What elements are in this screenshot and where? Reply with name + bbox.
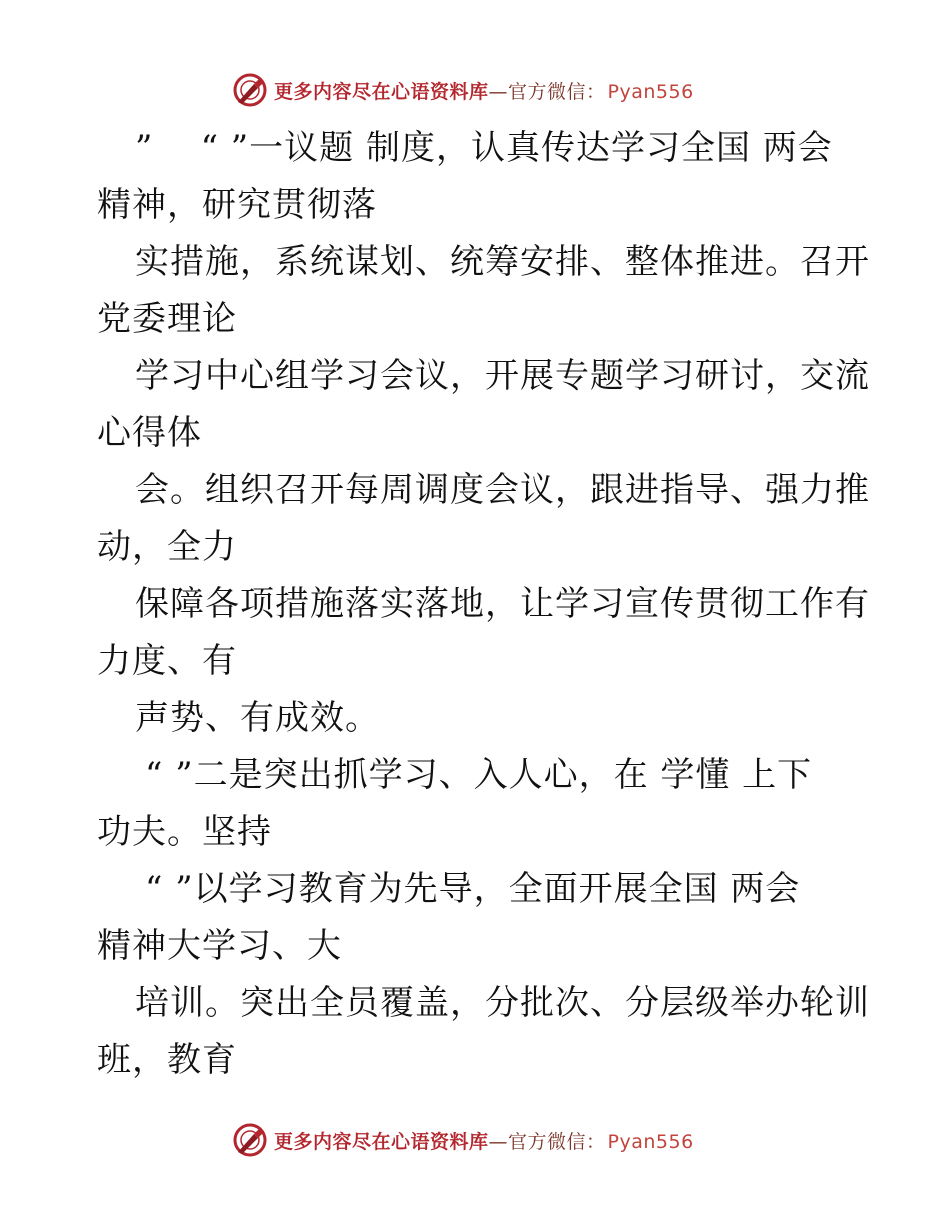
- text-line: 班，教育: [97, 1040, 237, 1080]
- text-line: 心得体: [97, 413, 202, 453]
- text-line: 会。组织召开每周调度会议，跟进指导、强力推: [135, 470, 870, 510]
- header-watermark: [232, 72, 694, 108]
- watermark-dash: —: [488, 1130, 509, 1153]
- footer-watermark: [232, 1122, 694, 1158]
- text-line: 党委理论: [97, 299, 237, 339]
- text-line: ” “ ”一议题 制度，认真传达学习全国 两会: [135, 128, 833, 168]
- watermark-sub-text: 官方微信：: [508, 1130, 606, 1153]
- text-line: 学习中心组学习会议，开展专题学习研讨，交流: [135, 356, 870, 396]
- watermark-dash: —: [488, 80, 509, 103]
- text-line: “ ”二是突出抓学习、入人心，在 学懂 上下: [145, 755, 813, 795]
- text-line: 声势、有成效。: [135, 698, 380, 738]
- text-line: 精神，研究贯彻落: [97, 185, 377, 225]
- text-line: 功夫。坚持: [97, 812, 272, 852]
- text-line: 动，全力: [97, 527, 237, 567]
- text-line: “ ”以学习教育为先导，全面开展全国 两会: [145, 869, 801, 909]
- watermark-main-text: 更多内容尽在心语资料库: [274, 80, 489, 103]
- watermark-main-text: 更多内容尽在心语资料库: [274, 1130, 489, 1153]
- watermark-sub-text: 官方微信：: [508, 80, 606, 103]
- text-line: 培训。突出全员覆盖，分批次、分层级举办轮训: [135, 983, 870, 1023]
- text-line: 实措施，系统谋划、统筹安排、整体推进。召开: [135, 242, 870, 282]
- text-line: 力度、有: [97, 641, 237, 681]
- text-line: 保障各项措施落实落地，让学习宣传贯彻工作有: [135, 584, 870, 624]
- document-body: [97, 120, 870, 1089]
- watermark-id: Pyan556: [607, 1130, 694, 1153]
- text-line: 精神大学习、大: [97, 926, 342, 966]
- pen-logo-icon: [232, 72, 268, 108]
- watermark-id: Pyan556: [607, 80, 694, 103]
- pen-logo-icon: [232, 1122, 268, 1158]
